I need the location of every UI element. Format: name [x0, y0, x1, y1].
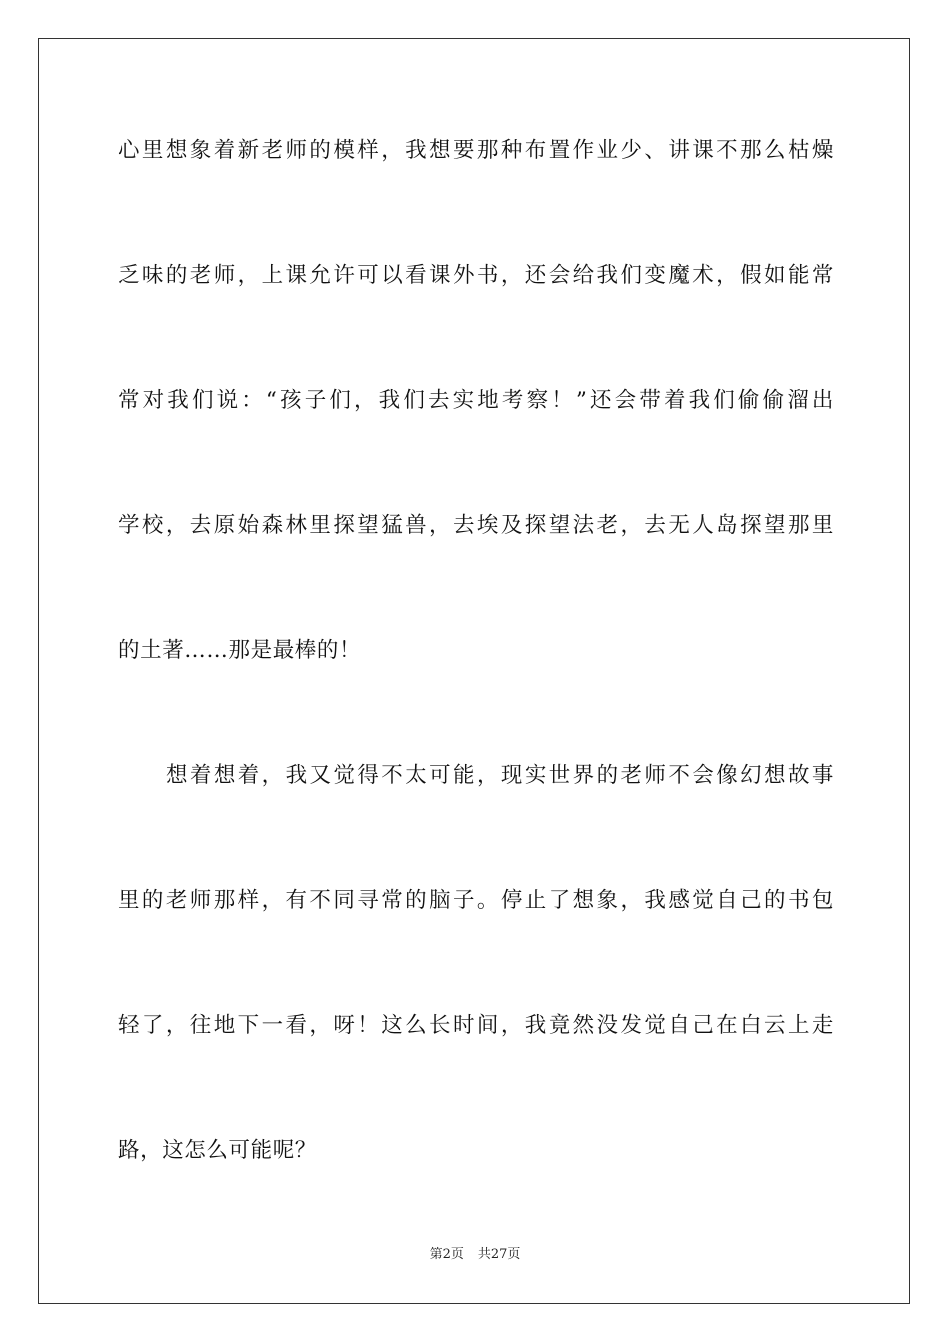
body-text-line: 学校，去原始森林里探望猛兽，去埃及探望法老，去无人岛探望那里 [118, 513, 834, 538]
paragraph-first-line: 想着想着，我又觉得不太可能，现实世界的老师不会像幻想故事 [166, 763, 834, 788]
page-border [38, 38, 910, 1304]
body-text-line: 路，这怎么可能呢？ [118, 1138, 317, 1163]
page-number: 第2页 [429, 1247, 464, 1262]
body-text-line: 常对我们说：“孩子们，我们去实地考察！”还会带着我们偷偷溜出 [118, 388, 834, 413]
body-text-line: 乏味的老师，上课允许可以看课外书，还会给我们变魔术，假如能常 [118, 263, 834, 288]
body-text-line: 心里想象着新老师的模样，我想要那种布置作业少、讲课不那么枯燥 [118, 138, 834, 163]
page-footer [0, 1246, 950, 1264]
page-total: 共27页 [477, 1247, 521, 1262]
body-text-line: 里的老师那样，有不同寻常的脑子。停止了想象，我感觉自己的书包 [118, 888, 834, 913]
body-text-line: 轻了，往地下一看，呀！这么长时间，我竟然没发觉自己在白云上走 [118, 1013, 834, 1038]
body-text-line: 的土著……那是最棒的！ [118, 638, 362, 663]
